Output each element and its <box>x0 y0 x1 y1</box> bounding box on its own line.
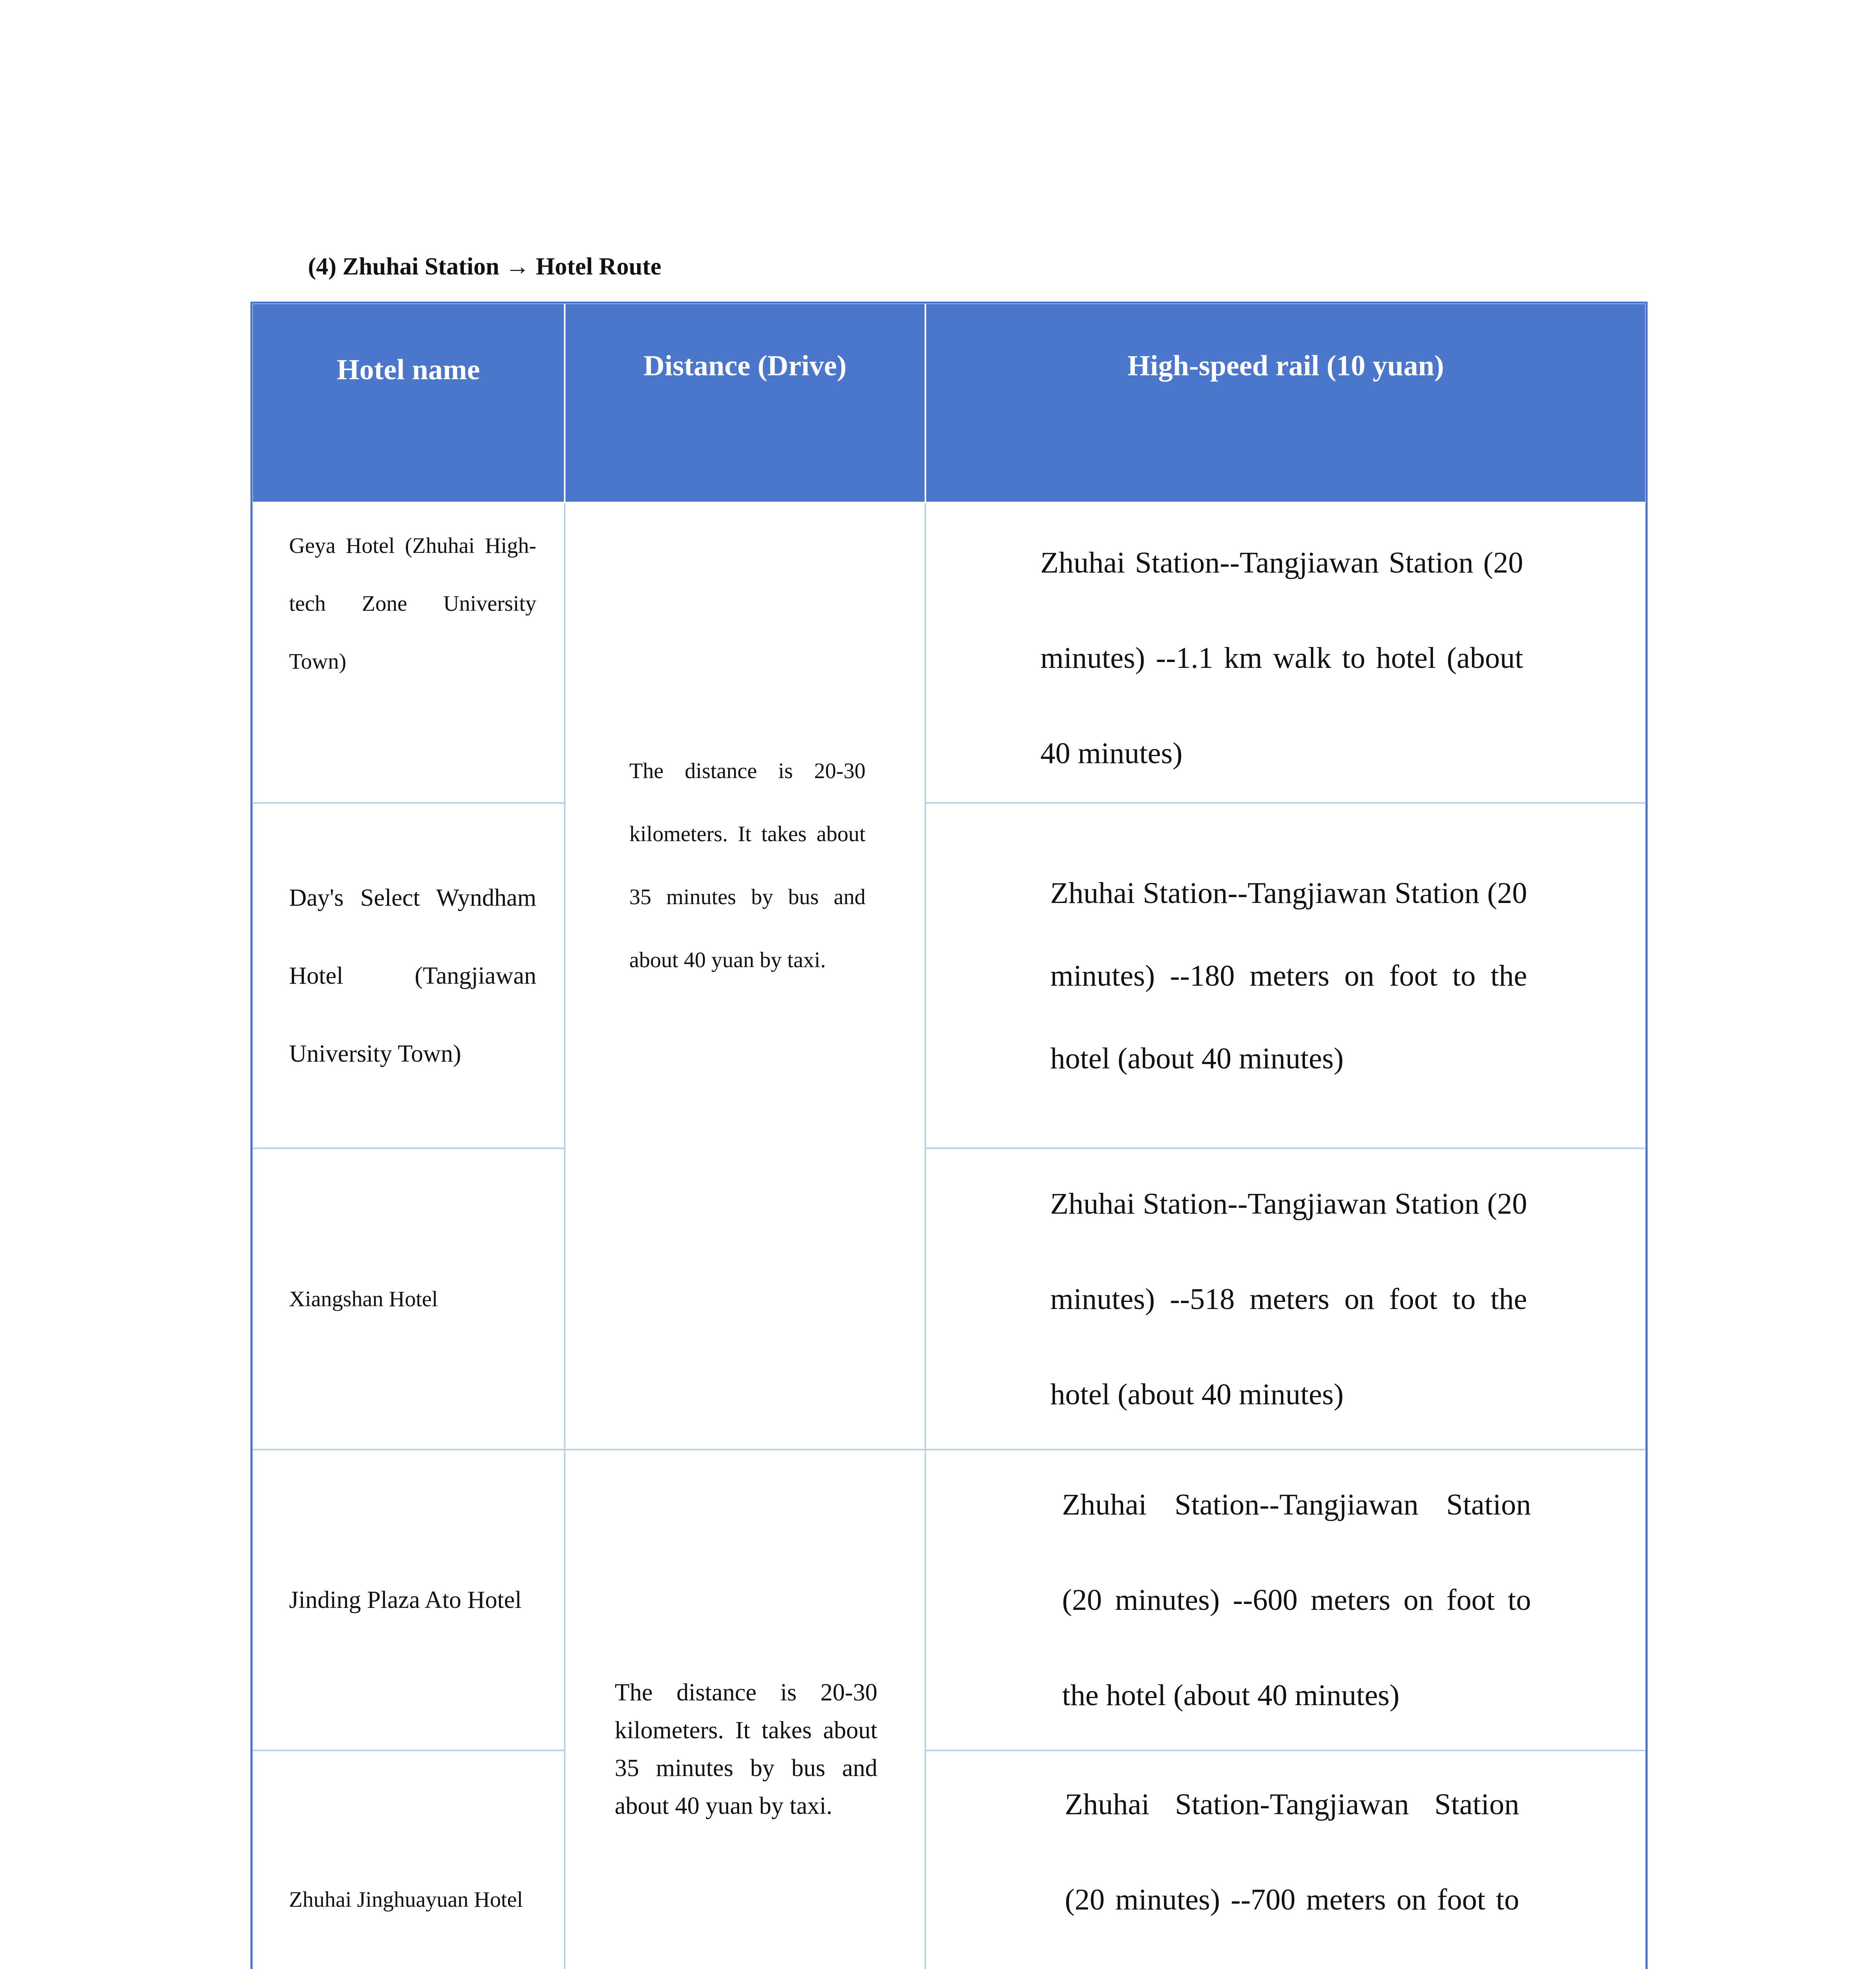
rail-route-text: Zhuhai Station--Tangjiawan Station (20 minutes) --180 meters on foot to the hotel (about 40 minutes) <box>1050 876 1527 1075</box>
distance-text: The distance is 20-30 kilometers. It takes about 35 minutes by bus and about 40 yuan by taxi. <box>629 759 866 972</box>
hotel-name: Geya Hotel (Zhuhai High-tech Zone University Town) <box>289 534 536 674</box>
table-row <box>252 1450 1646 1750</box>
rail-route-cell <box>925 1450 1646 1750</box>
table-row <box>252 803 1646 1148</box>
header-hotel-name: Hotel name <box>252 303 565 502</box>
hotel-name-cell <box>252 1148 565 1450</box>
distance-cell <box>565 1450 925 1969</box>
hotel-name: Zhuhai Jinghuayuan Hotel <box>289 1887 523 1912</box>
hotel-name-cell <box>252 1450 565 1750</box>
table-row <box>252 1750 1646 1969</box>
table-row <box>252 502 1646 803</box>
hotel-name: Xiangshan Hotel <box>289 1287 438 1311</box>
rail-route-cell <box>925 502 1646 803</box>
table-header-row <box>252 303 1646 502</box>
rail-route-text: Zhuhai Station--Tangjiawan Station (20 minutes) --518 meters on foot to the hotel (about 40 minutes) <box>1050 1187 1527 1411</box>
hotel-name: Day's Select Wyndham Hotel (Tangjiawan University Town) <box>289 884 536 1067</box>
rail-route-text: Zhuhai Station-Tangjiawan Station (20 minutes) --700 meters on foot to <box>1065 1788 1519 1916</box>
rail-route-text: Zhuhai Station--Tangjiawan Station (20 minutes) --1.1 km walk to hotel (about 40 minutes) <box>1040 546 1523 770</box>
rail-route-text: Zhuhai Station--Tangjiawan Station (20 minutes) --600 meters on foot to the hotel (about 40 minutes) <box>1062 1488 1531 1712</box>
rail-route-cell <box>925 1750 1646 1969</box>
hotel-name-cell <box>252 502 565 803</box>
header-distance: Distance (Drive) <box>565 303 925 502</box>
distance-cell <box>565 502 925 1450</box>
table-row <box>252 1148 1646 1450</box>
rail-route-cell <box>925 803 1646 1148</box>
hotel-name: Jinding Plaza Ato Hotel <box>289 1586 522 1613</box>
hotel-name-cell <box>252 1750 565 1969</box>
hotel-route-table <box>251 302 1647 1969</box>
distance-text: The distance is 20-30 kilometers. It takes about 35 minutes by bus and about 40 yuan by taxi. <box>615 1679 877 1819</box>
section-heading-station-route: (4) Zhuhai Station → Hotel Route <box>308 253 662 280</box>
header-high-speed-rail: High-speed rail (10 yuan) <box>925 303 1646 502</box>
rail-route-cell <box>925 1148 1646 1450</box>
hotel-name-cell <box>252 803 565 1148</box>
